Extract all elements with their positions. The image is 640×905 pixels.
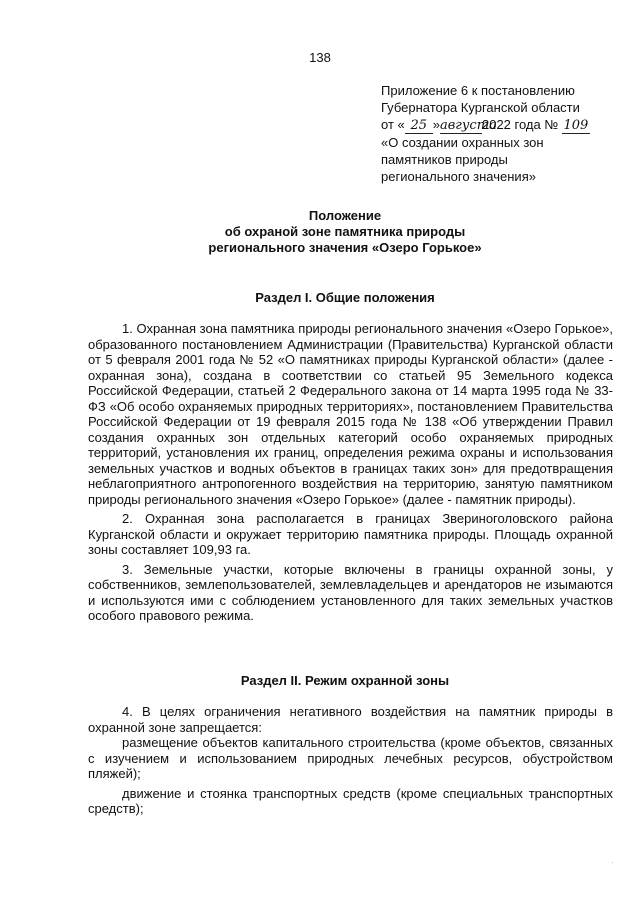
appendix-line-6: регионального значения» bbox=[381, 169, 536, 184]
appendix-block bbox=[381, 82, 631, 185]
scan-dot bbox=[612, 862, 613, 863]
page-number: 138 bbox=[309, 50, 331, 65]
title-line-3: регионального значения «Озеро Горькое» bbox=[208, 240, 482, 255]
handwritten-month: августа bbox=[439, 118, 497, 133]
paragraph-4-item-2: движение и стоянка транспортных средств (кроме специальных транспортных средств); bbox=[88, 785, 613, 816]
paragraph-4: 4. В целях ограничения негативного воздействия на памятник природы в охранной зоне запрещается: bbox=[88, 704, 613, 735]
date-mid: » bbox=[432, 117, 440, 132]
paragraph-1: 1. Охранная зона памятника природы регионального значения «Озеро Горькое», образованного постановлением Администрации (Правительства) Курганской области от 5 февраля 2001 года № 52 «О памятниках природы Курганской области» (далее - охранная зона), создана в соответствии со статьей 95 Земельного кодекса Российской Федерации, статьей 2 Федерального закона от 14 марта 1995 года № 33-ФЗ «Об особо охраняемых природных территориях», постановлением Правительства Российской Федерации от 19 февраля 2015 года № 138 «Об утверждении Правил создания охранных зон отдельных категорий особо охраняемых природных территорий, установления их границ, определения режима охраны и использования земельных участков и водных объектов в границах таких зон» для предотвращения неблагоприятного антропогенного воздействия на территорию, занятую памятником природы регионального значения «Озеро Горькое» (далее - памятник природы). bbox=[88, 321, 613, 507]
title-line-2: об охраной зоне памятника природы bbox=[224, 224, 466, 239]
title-line-1: Положение bbox=[308, 208, 382, 223]
paragraph-3: 3. Земельные участки, которые включены в границы охранной зоны, у собственников, землепользователей, землевладельцев и арендаторов не изымаются и используются ими с соблюдением установленного для таких земельных участков особого правового режима. bbox=[88, 561, 613, 623]
section-1-heading: Раздел I. Общие положения bbox=[255, 290, 435, 305]
paragraph-2: 2. Охранная зона располагается в границах Звериноголовского района Курганской области и окружает территорию памятника природы. Площадь охранной зоны составляет 109,93 га. bbox=[88, 511, 613, 557]
appendix-line-1: Приложение 6 к постановлению bbox=[381, 83, 575, 98]
section-1-body bbox=[88, 321, 613, 624]
paragraph-4-item-1: размещение объектов капитального строительства (кроме объектов, связанных с изучением и использованием природных лечебных ресурсов, обустройством пляжей); bbox=[88, 735, 613, 781]
document-title bbox=[0, 208, 640, 256]
date-prefix: от « bbox=[381, 117, 405, 132]
date-year: 2022 года № bbox=[481, 117, 559, 132]
appendix-line-5: памятников природы bbox=[381, 152, 508, 167]
section-2-heading: Раздел II. Режим охранной зоны bbox=[240, 673, 450, 688]
appendix-date-line bbox=[381, 116, 631, 134]
section-2-body bbox=[88, 704, 613, 817]
appendix-line-4: «О создании охранных зон bbox=[381, 135, 544, 150]
handwritten-doc-number: 109 bbox=[563, 118, 589, 133]
handwritten-day: 25 bbox=[405, 119, 433, 134]
appendix-line-2: Губернатора Курганской области bbox=[381, 100, 580, 115]
